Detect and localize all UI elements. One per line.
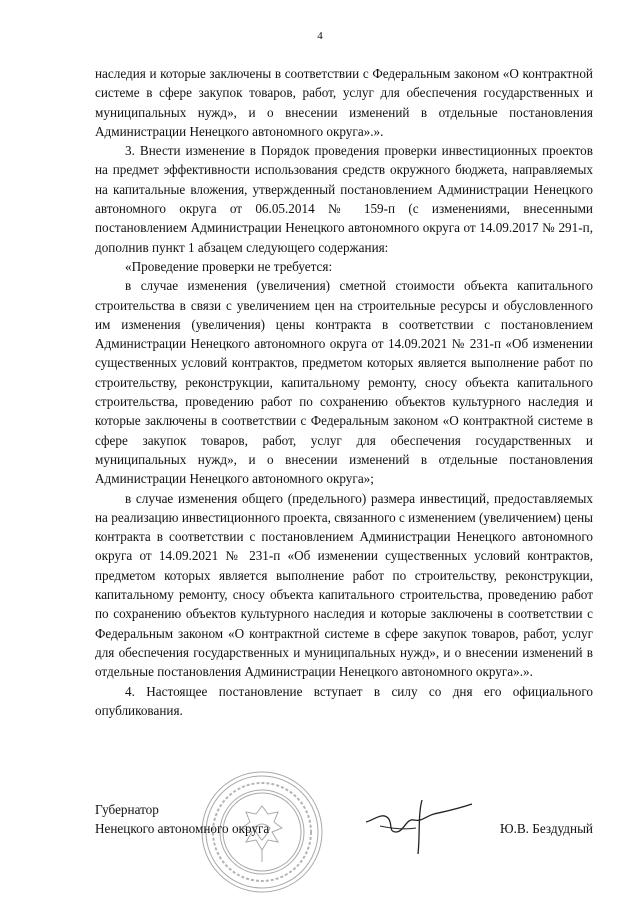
- handwritten-signature-icon: [360, 792, 480, 858]
- document-body: [95, 64, 593, 720]
- paragraph-item-3: 3. Внести изменение в Порядок проведения проверки инвестиционных проектов на предмет эффективности использования средств окружного бюджета, направляемых на капитальные вложения, утвержденный постановлением Администрации Ненецкого автономного округа от 06.05.2014 № 159-п (с изменениями, внесенными постановлением Администрации Ненецкого автономного округа от 14.09.2017 № 291-п, дополнив пункт 1 абзацем следующего содержания:: [95, 143, 593, 255]
- signature-block: [95, 800, 593, 870]
- signer-title-line-1: Губернатор: [95, 802, 159, 817]
- paragraph-item-4: 4. Настоящее постановление вступает в силу со дня его официального опубликования.: [95, 683, 593, 718]
- paragraph-case-1: в случае изменения (увеличения) сметной стоимости объекта капитального строительства в связи с увеличением цен на строительные ресурсы и обусловленного им изменения (увеличения) цены контракта в соответствии с постановлением Администрации Ненецкого автономного округа от 14.09.2021 № 231-п «Об изменении существенных условий контрактов, предметом которых является выполнение работ по строительству, реконструкции, капитальному ремонту, сносу объекта капитального строительства, проведению работ по сохранению объектов культурного наследия и которые заключены в соответствии с Федеральным законом «О контрактной системе в сфере закупок товаров, работ, услуг для обеспечения государственных и муниципальных нужд», и о внесении изменений в отдельные постановления Администрации Ненецкого автономного округа»;: [95, 278, 593, 487]
- page-number: 4: [317, 30, 323, 42]
- signer-title-line-2: Ненецкого автономного округа: [95, 821, 270, 837]
- signer-position: [95, 800, 269, 839]
- signer-name: Ю.В. Бездудный: [500, 821, 593, 836]
- paragraph-continuation: наследия и которые заключены в соответствии с Федеральным законом «О контрактной системе в сфере закупок товаров, работ, услуг для обеспечения государственных и муниципальных нужд», и о внесении изменений в отдельные постановления Администрации Ненецкого автономного округа».».: [95, 66, 593, 139]
- paragraph-quote-intro: «Проведение проверки не требуется:: [125, 258, 333, 274]
- paragraph-case-2: в случае изменения общего (предельного) размера инвестиций, предоставляемых на реализацию инвестиционного проекта, связанного с изменением (увеличением) цены контракта в соответствии с постановлением Администрации Ненецкого автономного округа от 14.09.2021 № 231-п «Об изменении существенных условий контрактов, предметом которых является выполнение работ по строительству, реконструкции, капитальному ремонту, сносу объекта капитального строительства, проведению работ по сохранению объектов культурного наследия и которые заключены в соответствии с Федеральным законом «О контрактной системе в сфере закупок товаров, работ, услуг для обеспечения государственных и муниципальных нужд», и о внесении изменений в отдельные постановления Администрации Ненецкого автономного округа».».: [95, 490, 593, 680]
